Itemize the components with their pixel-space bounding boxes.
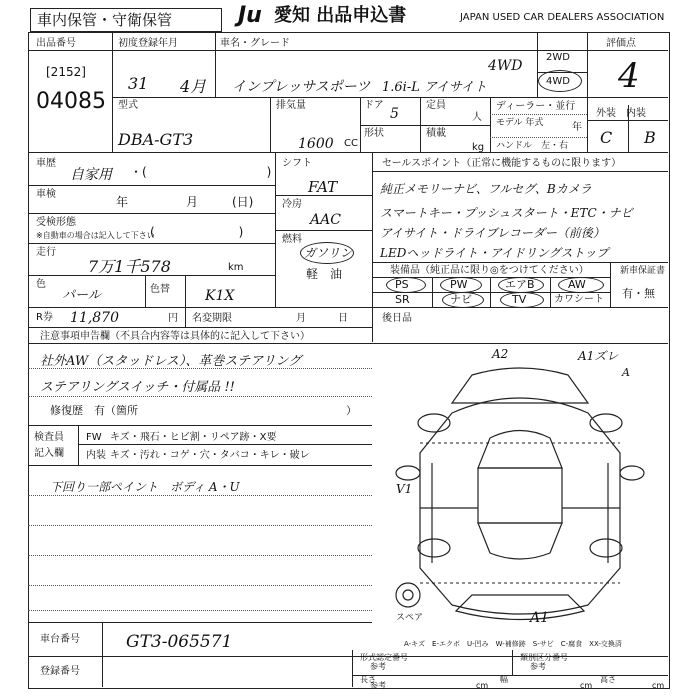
association-name: JAPAN USED CAR DEALERS ASSOCIATION: [460, 12, 665, 23]
page-title: 愛知 出品申込書: [274, 5, 407, 26]
history-label: 車歴: [36, 158, 56, 169]
drive-4wd-label: 4WD: [546, 76, 570, 87]
grade-value: 1.6i-L アイサイト: [382, 80, 487, 95]
extra-notes: 下回り一部ペイント ボディ A・U: [50, 480, 240, 494]
damage-legend: A-キズ E-エクボ U-凹み W-補修跡 S-サビ C-腐食 XX-交換済: [404, 640, 622, 648]
note-line-1: 社外AW（スタッドレス）、革巻ステアリング: [40, 354, 302, 369]
warranty-label: 新車保証書: [620, 266, 666, 276]
height-label: 高さ: [600, 675, 616, 684]
reg-year-value: 31: [128, 74, 149, 93]
lot-no-label: 出品番号: [36, 38, 76, 49]
car-damage-diagram: [372, 343, 668, 631]
equip-circle-ps: [386, 277, 426, 293]
history-value: 自家用: [70, 167, 112, 183]
form-cert-label: 形式認定番号: [360, 653, 408, 662]
color-label: 色: [36, 279, 46, 290]
fw-items: キズ・飛石・ヒビ割・リペア跡・X要: [110, 432, 277, 443]
length-label: 長さ: [360, 675, 376, 684]
inspector-label: 検査員: [34, 432, 64, 443]
sales-points-label: セールスポイント（正常に機能するものに限ります）: [382, 158, 622, 169]
storage-tag: [30, 8, 222, 32]
load-label: 積載: [426, 128, 446, 139]
equip-airbag: エアB: [505, 278, 535, 291]
spare-label: スペア: [396, 613, 424, 623]
interior-items: キズ・汚れ・コゲ・穴・タバコ・キレ・破レ: [110, 450, 310, 461]
sales-point-1: 純正メモリーナビ、フルセグ、Bカメラ: [380, 182, 592, 196]
sales-point-2: スマートキー・プッシュスタート・ETC・ナビ: [380, 206, 633, 220]
shift-label: シフト: [282, 158, 312, 169]
storage-tag-text: 車内保管・守衛保管: [37, 11, 173, 29]
doors-value: 5: [390, 106, 399, 122]
color-value: パール: [62, 288, 101, 303]
model-value: インプレッサスポーツ: [232, 79, 371, 95]
inspection-day: (日): [232, 195, 254, 209]
aircon-label: 冷房: [282, 199, 302, 210]
score-value: 4: [618, 56, 640, 96]
equip-circle-pw: [440, 277, 482, 293]
name-change-month: 月: [296, 313, 306, 324]
interior-value: B: [644, 128, 656, 147]
name-change-label: 名変期限: [192, 313, 232, 324]
dealer-label: ディーラー・並行: [496, 101, 576, 112]
model-year-label: モデル 年式: [496, 118, 544, 128]
mileage-value: 7万1千578: [88, 257, 171, 276]
drive-4wd-circle: [538, 70, 582, 92]
category-label: 類別区分番号: [520, 653, 568, 662]
reg-month-value: 4月: [180, 77, 207, 96]
equip-tv: TV: [512, 293, 527, 306]
notes-header: 注意事項申告欄（不具合内容等は具体的に記入して下さい）: [40, 331, 310, 342]
length-unit: cm: [476, 681, 489, 690]
equip-circle-aw: [558, 277, 604, 293]
damage-bottom: A1: [530, 610, 550, 626]
equip-circle-navi: [442, 292, 484, 308]
inspection-label: 車検: [36, 189, 56, 200]
person-label: 人: [472, 112, 482, 123]
repair-close: ）: [346, 404, 357, 417]
color-no-label: 色替: [150, 284, 170, 295]
drive-2wd-label: 2WD: [546, 52, 570, 63]
r-amount-value: 11,870: [70, 310, 119, 326]
length-ref: 参考: [370, 681, 386, 690]
form-cert-ref: 参考: [370, 662, 386, 671]
equipment-label: 装備品（純正品に限り◎をつけてください）: [390, 265, 589, 276]
inspection-note: ※自動車の場合は記入して下さい: [36, 231, 155, 240]
damage-left: V1: [396, 482, 413, 496]
equip-circle-tv: [500, 292, 544, 308]
cc-label: CC: [344, 138, 358, 149]
width-unit: cm: [580, 681, 593, 690]
capacity-label: 定員: [426, 100, 446, 111]
score-label: 評価点: [606, 38, 636, 49]
color-code-value: K1X: [205, 288, 235, 304]
inspection-form-label: 受検形態: [36, 217, 76, 228]
repair-label: 修復歴 有（箇所: [50, 404, 138, 417]
year-label: 年: [572, 122, 582, 133]
yen-label: 円: [168, 313, 178, 324]
model-grade-label: 車名・グレード: [220, 38, 290, 49]
r-amount-label: R券: [36, 312, 53, 323]
drive-value: 4WD: [488, 58, 523, 74]
category-ref: 参考: [530, 662, 546, 671]
lot-no-value: 04085: [36, 89, 106, 114]
steering-label: ハンドル 左・右: [496, 141, 569, 151]
back-seat-label: 後日品: [382, 313, 412, 324]
equip-ps: PS: [395, 278, 409, 291]
reg-no-label: 登録番号: [40, 666, 80, 677]
damage-top-2: A1ズレ: [578, 349, 619, 363]
equip-seat: カワシート: [554, 294, 604, 305]
fuel-label: 燃料: [282, 234, 302, 245]
height-unit: cm: [652, 681, 665, 690]
inspection-form-paren: ( ): [150, 225, 244, 239]
type-value: DBA-GT3: [118, 130, 194, 149]
type-label: 型式: [118, 100, 138, 111]
mileage-label: 走行: [36, 247, 56, 258]
width-label: 幅: [500, 675, 508, 684]
displacement-label: 排気量: [276, 100, 306, 111]
sales-point-4: LEDヘッドライト・アイドリングストップ: [380, 246, 609, 260]
ju-logo: Ju: [238, 3, 262, 28]
equip-pw: PW: [450, 278, 468, 291]
aircon-value: AAC: [310, 212, 341, 228]
fuel-alt-value: 軽 油: [306, 267, 343, 281]
displacement-value: 1600: [298, 136, 334, 152]
damage-top-1: A2: [492, 347, 509, 361]
interior-entry-label: 内装: [86, 450, 106, 461]
history-paren: ・( ): [130, 165, 272, 179]
doors-label: ドア: [364, 100, 384, 111]
exterior-interior-label: 外装 内装: [596, 108, 646, 119]
chassis-label: 車台番号: [40, 634, 80, 645]
equip-sr: SR: [395, 293, 410, 306]
inspection-month: 月: [186, 195, 199, 209]
sales-point-3: アイサイト・ドライブレコーダー（前後）: [380, 226, 605, 240]
fuel-value: ガソリン: [304, 246, 353, 260]
name-change-day: 日: [338, 313, 348, 324]
km-label: km: [228, 262, 244, 273]
note-line-2: ステアリングスイッチ・付属品 !!: [40, 380, 235, 395]
fw-label: FW: [86, 432, 102, 443]
chassis-value: GT3-065571: [126, 632, 233, 652]
shape-label: 形状: [364, 128, 384, 139]
damage-side: A: [622, 366, 630, 379]
equip-navi: ナビ: [450, 293, 472, 306]
first-reg-label: 初度登録年月: [118, 38, 178, 49]
equip-circle-airbag: [498, 277, 544, 293]
inspection-year: 年: [116, 195, 129, 209]
entry-label: 記入欄: [34, 448, 64, 459]
equip-aw: AW: [568, 278, 586, 291]
shift-value: FAT: [308, 178, 338, 196]
exterior-value: C: [600, 128, 613, 147]
kg-label: kg: [472, 142, 485, 153]
lot-box-value: [2152]: [46, 65, 86, 79]
warranty-options: 有・無: [622, 287, 655, 300]
